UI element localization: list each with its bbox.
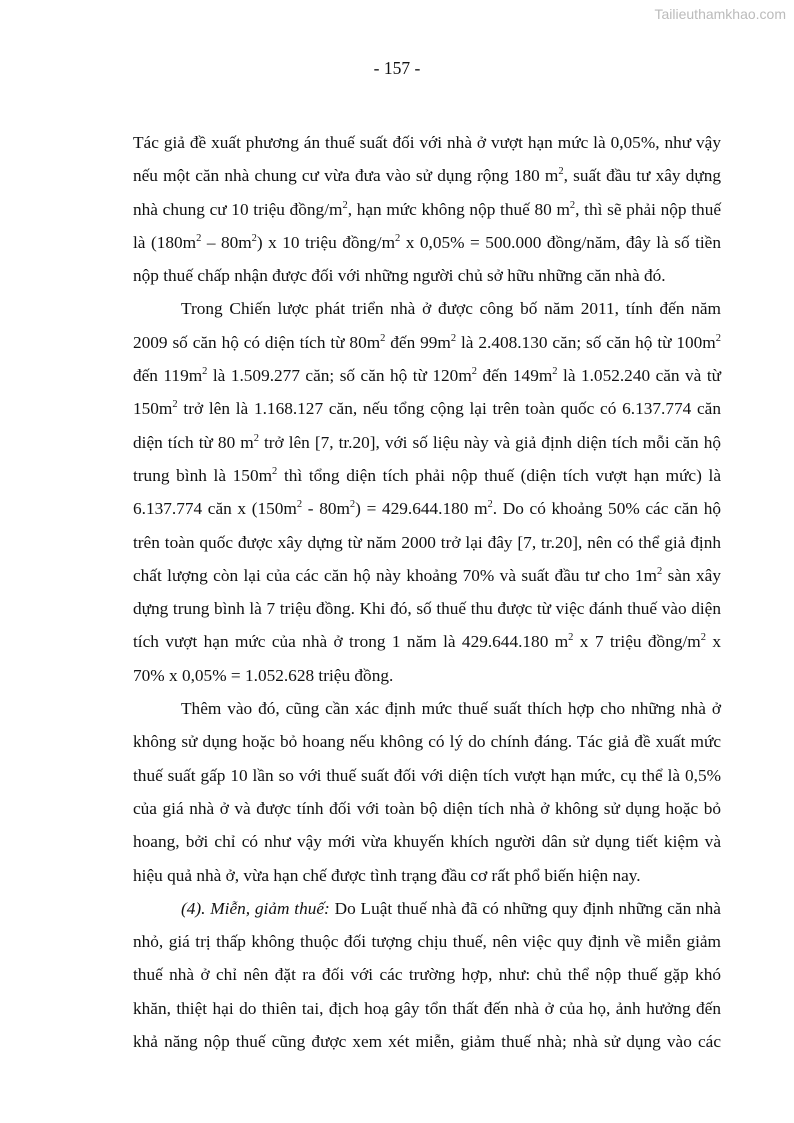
text-line-rest: Do Luật thuế nhà đã có những quy định những căn nhà — [329, 898, 721, 918]
page-number: - 157 - — [373, 58, 421, 78]
text-line: thuế suất gấp 10 lần so với thuế suất đối với diện tích vượt hạn mức, cụ thể là 0,5% — [133, 765, 721, 785]
text-line: hoang, bởi chỉ có như vậy mới vừa khuyến khích người dân sử dụng tiết kiệm và — [133, 832, 721, 852]
text-line: 6.137.774 căn x $(150m^2 - 80m^2) = 429.644.180$ $m^2$. Do có khoảng 50% các căn hộ — [133, 499, 721, 519]
watermark: Tailieuthamkhao.com — [654, 6, 786, 22]
text-line: 70% x 0,05% = 1.052.628 triệu đồng. — [133, 665, 394, 685]
text-line: khả năng nộp thuế cũng được xem xét miễn, giảm thuế nhà; nhà sử dụng vào các — [133, 1032, 721, 1052]
text-line: thuế nhà ở chỉ nên đặt ra đối với các trường hợp, như: chủ thể nộp thuế gặp khó — [133, 965, 721, 985]
text-line: Trong Chiến lược phát triển nhà ở được công bố năm 2011, tính đến năm — [181, 299, 721, 319]
text-line: $150m^2$ trở lên là 1.168.127 căn, nếu tổng cộng lại trên toàn quốc có 6.137.774 căn — [133, 399, 721, 419]
body-text — [133, 126, 721, 1058]
text-line — [133, 892, 721, 925]
text-line: hiệu quả nhà ở, vừa hạn chế được tình trạng đầu cơ rất phổ biến hiện nay. — [133, 865, 641, 885]
text-line: không sử dụng hoặc bỏ hoang nếu không có lý do chính đáng. Tác giả đề xuất mức — [133, 732, 721, 752]
text-line: chất lượng còn lại của các căn hộ này khoảng 70% và suất đầu tư cho $1m^2$ sàn xây — [133, 565, 721, 585]
text-line: Thêm vào đó, cũng cần xác định mức thuế suất thích hợp cho những nhà ở — [181, 699, 721, 719]
text-line: nếu một căn nhà chung cư vừa đưa vào sử dụng rộng 180 $m^2$, suất đầu tư xây dựng — [133, 166, 721, 186]
text-line: nhà chung cư 10 triệu đồng/$m^2$, hạn mức không nộp thuế 80 $m^2$, thì sẽ phải nộp thuế — [133, 199, 722, 219]
text-line: diện tích từ 80 $m^2$ trở lên [7, tr.20], với số liệu này và giả định diện tích mỗi căn hộ — [133, 432, 721, 452]
text-line: nộp thuế chấp nhận được đối với những người chủ sở hữu những căn nhà đó. — [133, 266, 666, 286]
text-line: dựng trung bình là 7 triệu đồng. Khi đó, số thuế thu được từ việc đánh thuế vào diện — [133, 599, 721, 619]
section-heading: (4). Miễn, giảm thuế: — [181, 898, 330, 918]
text-line: đến $119m^2$ là 1.509.277 căn; số căn hộ từ $120m^2$ đến $149m^2$ là 1.052.240 căn và từ — [133, 366, 721, 386]
text-line: 2009 số căn hộ có diện tích từ $80m^2$ đến $99m^2$ là 2.408.130 căn; số căn hộ từ $100m^2$ — [133, 332, 721, 352]
text-line: khăn, thiệt hại do thiên tai, địch hoạ gây tổn thất đến nhà ở của họ, ảnh hưởng đến — [133, 998, 721, 1018]
text-line: tích vượt hạn mức của nhà ở trong 1 năm là 429.644.180 $m^2$ x 7 triệu đồng/$m^2$ x — [133, 632, 721, 652]
text-line: trên toàn quốc được xây dựng từ năm 2000 trở lại đây [7, tr.20], nên có thể giả định — [133, 532, 721, 552]
text-line: nhỏ, giá trị thấp không thuộc đối tượng chịu thuế, nên việc quy định về miễn giảm — [133, 932, 721, 952]
text-line: của giá nhà ở và được tính đối với toàn bộ diện tích nhà ở không sử dụng hoặc bỏ — [133, 798, 721, 818]
text-line: Tác giả đề xuất phương án thuế suất đối với nhà ở vượt hạn mức là 0,05%, như vậy — [133, 133, 721, 152]
text-line: là $(180m^2 - 80m^2)$ x 10 triệu đồng/$m^2$ x 0,05% = 500.000 đồng/năm, đây là số tiền — [133, 232, 721, 252]
text-line: trung bình là $150m^2$ thì tổng diện tích phải nộp thuế (diện tích vượt hạn mức) là — [133, 465, 721, 485]
